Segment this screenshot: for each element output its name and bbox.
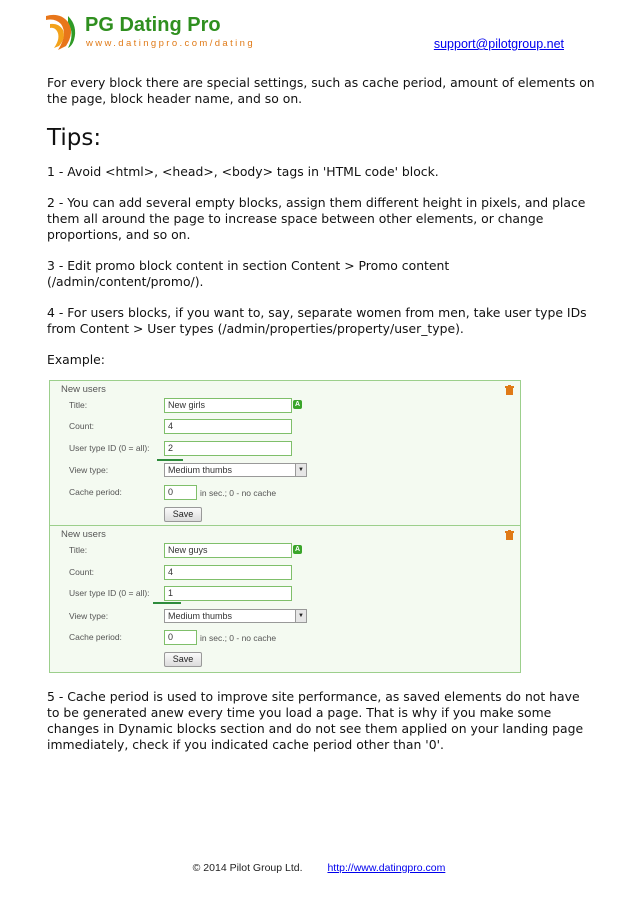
footer [0, 862, 638, 874]
user-type-id-label: User type ID (0 = all): [69, 443, 150, 453]
count-label: Count: [69, 421, 95, 431]
logo-url: www.datingpro.com/dating [86, 38, 256, 49]
save-button[interactable]: Save [164, 652, 202, 667]
logo [44, 12, 256, 52]
logo-mark-icon [44, 12, 78, 50]
title-label: Title: [69, 400, 88, 410]
cache-period-label: Cache period: [69, 632, 122, 642]
tip-2: 2 - You can add several empty blocks, assign them different height in pixels, and place them all around the page to increase space between other elements, or change proportions, and so on. [47, 195, 586, 242]
trash-icon[interactable] [505, 385, 514, 395]
footer-website-link[interactable]: http://www.datingpro.com [327, 862, 446, 874]
view-type-select[interactable] [164, 609, 307, 623]
view-type-label: View type: [69, 611, 109, 621]
user-type-id-input[interactable]: 1 [164, 586, 292, 601]
view-type-select[interactable] [164, 463, 307, 477]
footer-copyright: © 2014 Pilot Group Ltd. [192, 862, 303, 874]
user-type-id-label: User type ID (0 = all): [69, 588, 150, 598]
view-type-value: Medium thumbs [168, 611, 233, 621]
title-input[interactable]: New girls [164, 398, 292, 413]
cache-hint: in sec.; 0 - no cache [200, 633, 277, 643]
highlight-underline [157, 459, 183, 461]
logo-title: PG Dating Pro [85, 14, 221, 36]
tips-heading: Tips: [47, 125, 102, 151]
support-email-link[interactable]: support@pilotgroup.net [433, 37, 564, 51]
tip-5: 5 - Cache period is used to improve site performance, as saved elements do not have to be generated anew every time you load a page. That is why if you make some changes in Dynamic blocks section and do not see them applied on your landing page immediately, check if you indicated cache period other than '0'. [47, 689, 584, 752]
block-panel-girls [50, 381, 520, 526]
chevron-down-icon: ▼ [295, 464, 306, 476]
language-icon[interactable]: A [294, 401, 301, 408]
save-button[interactable]: Save [164, 507, 202, 522]
view-type-label: View type: [69, 465, 109, 475]
trash-icon[interactable] [505, 530, 514, 540]
chevron-down-icon: ▼ [295, 610, 306, 622]
panel-header: New users [61, 529, 106, 540]
panel-header: New users [61, 384, 106, 395]
language-icon[interactable]: A [294, 546, 301, 553]
title-input[interactable]: New guys [164, 543, 292, 558]
tip-4: 4 - For users blocks, if you want to, say, separate women from men, take user type IDs from Content > User types (/admin/properties/property/user_type). [47, 305, 587, 336]
document-body [47, 75, 595, 768]
user-type-id-input[interactable]: 2 [164, 441, 292, 456]
tip-1: 1 - Avoid <html>, <head>, <body> tags in 'HTML code' block. [47, 164, 439, 179]
cache-hint: in sec.; 0 - no cache [200, 488, 277, 498]
count-label: Count: [69, 567, 95, 577]
cache-period-input[interactable]: 0 [164, 630, 197, 645]
title-label: Title: [69, 545, 88, 555]
cache-period-label: Cache period: [69, 487, 122, 497]
block-panel-guys [50, 526, 520, 672]
tip-3: 3 - Edit promo block content in section Content > Promo content (/admin/content/promo/). [47, 258, 450, 289]
cache-period-input[interactable]: 0 [164, 485, 197, 500]
count-input[interactable]: 4 [164, 565, 292, 580]
view-type-value: Medium thumbs [168, 465, 233, 475]
highlight-underline [153, 602, 181, 604]
count-input[interactable]: 4 [164, 419, 292, 434]
intro-paragraph: For every block there are special settings, such as cache period, amount of elements on the page, block header name, and so on. [47, 75, 595, 106]
example-label: Example: [47, 352, 105, 367]
example-screenshot [49, 380, 521, 673]
